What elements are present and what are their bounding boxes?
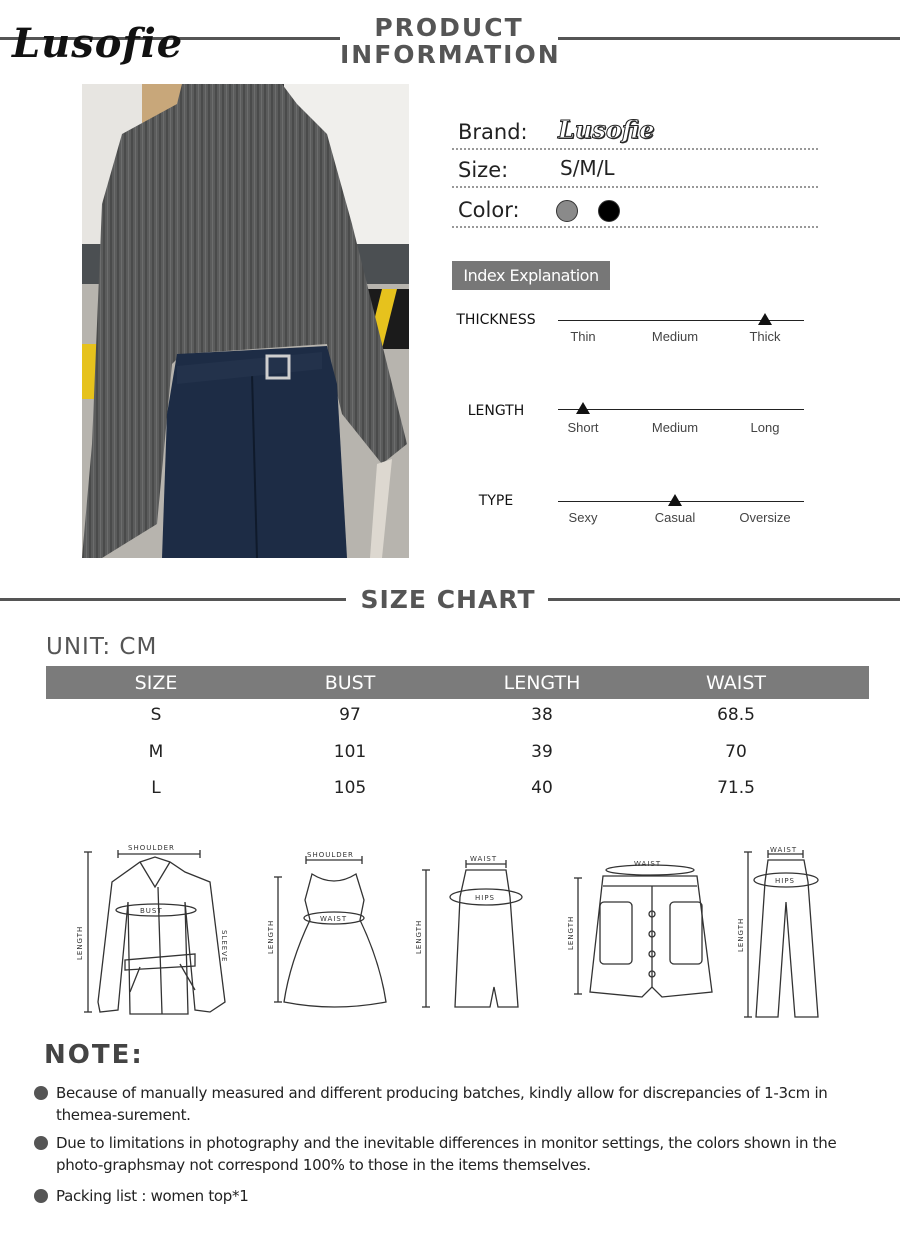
jacket-diagram [84,850,225,1014]
thickness-option: Thin [570,329,596,344]
size-chart-title: SIZE CHART [360,585,536,614]
color-label: Color: [458,198,520,222]
product-photo [82,84,409,558]
column-header-length: LENGTH [503,672,581,694]
jacket-length-label: LENGTH [76,925,84,960]
note-item [34,1132,874,1176]
pants-hips-label: HIPS [775,877,795,885]
cell-size: S [150,705,162,725]
dress-shoulder-label: SHOULDER [307,851,354,859]
measurement-diagrams [0,842,900,1027]
bullet-icon [34,1189,48,1203]
title-line-2: INFORMATION [340,40,561,69]
shorts-waist-label: WAIST [634,860,662,868]
pants-diagram [744,850,818,1017]
page-title [340,13,561,69]
size-label: Size: [458,158,509,182]
note-title: NOTE: [44,1040,144,1070]
title-line-1: PRODUCT [374,13,524,42]
column-header-bust: BUST [324,672,376,694]
brand-logo: Lusofie [12,20,184,67]
bullet-icon [34,1086,48,1100]
length-option: Short [567,420,599,435]
length-option: Medium [651,420,699,435]
cell-length: 39 [531,742,553,762]
cell-bust: 105 [333,778,367,798]
shorts-diagram [574,865,712,997]
thickness-label: THICKNESS [456,312,536,328]
length-scale [558,409,804,410]
cell-bust: 101 [333,742,367,762]
type-marker [668,494,682,506]
cell-waist: 71.5 [717,778,755,798]
size-row [452,148,818,188]
brand-value-logo: Lusofie [558,115,655,144]
size-chart-line-left [0,598,346,601]
brand-label: Brand: [458,120,528,144]
brand-row [452,110,818,150]
length-marker [576,402,590,414]
skirt-hips-label: HIPS [475,894,495,902]
column-header-waist: WAIST [705,672,766,694]
type-label: TYPE [478,493,514,509]
cell-size: L [151,778,161,798]
note-text: Packing list : women top*1 [56,1187,249,1205]
cell-size: M [148,742,164,762]
thickness-option: Thick [749,329,781,344]
length-option: Long [750,420,780,435]
dress-diagram [274,856,386,1007]
jacket-bust-label: BUST [140,907,163,915]
note-text: Because of manually measured and different producing batches, kindly allow for discrepancies of 1-3cm in themea-surement. [56,1084,828,1124]
bullet-icon [34,1136,48,1150]
note-item [34,1185,874,1207]
pants-waist-label: WAIST [770,846,798,854]
column-header-size: SIZE [134,672,178,694]
jacket-sleeve-label: SLEEVE [220,930,228,963]
pants-length-label: LENGTH [737,917,745,952]
type-option: Sexy [568,510,598,525]
size-table-header [46,666,869,699]
length-label: LENGTH [467,403,525,419]
shorts-length-label: LENGTH [567,915,575,950]
cell-length: 38 [531,705,553,725]
thickness-marker [758,313,772,325]
skirt-length-label: LENGTH [415,919,423,954]
color-row [452,188,818,228]
size-chart-line-right [548,598,900,601]
skirt-waist-label: WAIST [470,855,498,863]
jacket-shoulder-label: SHOULDER [128,844,175,852]
header-line-right [558,37,900,40]
type-option: Oversize [739,510,791,525]
size-value: S/M/L [560,156,615,180]
note-item [34,1082,874,1126]
color-swatch-black[interactable] [598,200,620,222]
skirt-diagram [422,860,522,1007]
index-explanation-title: Index Explanation [452,261,610,290]
type-option: Casual [654,510,696,525]
thickness-option: Medium [651,329,699,344]
cell-waist: 68.5 [717,705,755,725]
color-swatch-gray[interactable] [556,200,578,222]
unit-label: UNIT: CM [46,634,158,660]
cell-bust: 97 [339,705,361,725]
note-text: Due to limitations in photography and the inevitable differences in monitor settings, the colors shown in the photo-graphsmay not correspond 100% to those in the items themselves. [56,1134,837,1174]
cell-length: 40 [531,778,553,798]
dress-waist-label: WAIST [320,915,348,923]
cell-waist: 70 [725,742,747,762]
dress-length-label: LENGTH [267,919,275,954]
